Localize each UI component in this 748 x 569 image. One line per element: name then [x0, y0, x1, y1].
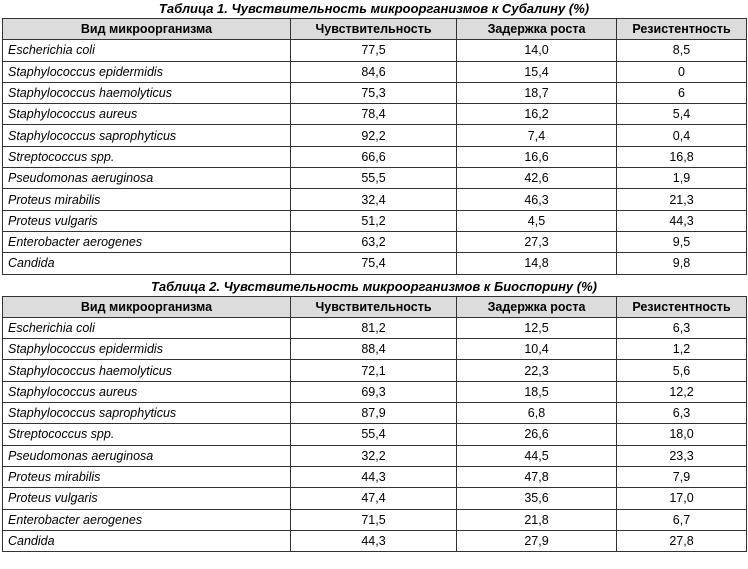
cell-species: Pseudomonas aeruginosa: [3, 168, 291, 189]
cell-sensitivity: 66,6: [291, 146, 457, 167]
table-row: [3, 253, 747, 274]
table-row: [3, 381, 747, 402]
table-row: [3, 210, 747, 231]
cell-growth-delay: 16,6: [457, 146, 617, 167]
cell-growth-delay: 26,6: [457, 424, 617, 445]
cell-sensitivity: 32,4: [291, 189, 457, 210]
cell-growth-delay: 42,6: [457, 168, 617, 189]
cell-sensitivity: 72,1: [291, 360, 457, 381]
table-row: [3, 146, 747, 167]
cell-sensitivity: 55,4: [291, 424, 457, 445]
cell-resistance: 5,6: [617, 360, 747, 381]
cell-species: Proteus mirabilis: [3, 466, 291, 487]
cell-growth-delay: 7,4: [457, 125, 617, 146]
column-header-resistance: Резистентность: [617, 296, 747, 317]
cell-species: Staphylococcus saprophyticus: [3, 125, 291, 146]
cell-species: Proteus vulgaris: [3, 488, 291, 509]
cell-species: Proteus mirabilis: [3, 189, 291, 210]
cell-growth-delay: 47,8: [457, 466, 617, 487]
cell-species: Staphylococcus saprophyticus: [3, 403, 291, 424]
cell-sensitivity: 75,4: [291, 253, 457, 274]
cell-resistance: 18,0: [617, 424, 747, 445]
cell-growth-delay: 44,5: [457, 445, 617, 466]
column-header-species: Вид микроорганизма: [3, 19, 291, 40]
table-row: [3, 339, 747, 360]
cell-growth-delay: 6,8: [457, 403, 617, 424]
table-row: [3, 231, 747, 252]
cell-resistance: 5,4: [617, 104, 747, 125]
table-1: [2, 18, 747, 275]
table-row: [3, 125, 747, 146]
cell-resistance: 9,8: [617, 253, 747, 274]
cell-species: Candida: [3, 253, 291, 274]
cell-growth-delay: 22,3: [457, 360, 617, 381]
cell-sensitivity: 44,3: [291, 530, 457, 551]
cell-growth-delay: 27,9: [457, 530, 617, 551]
cell-growth-delay: 10,4: [457, 339, 617, 360]
table-row: [3, 509, 747, 530]
cell-growth-delay: 18,7: [457, 82, 617, 103]
cell-species: Staphylococcus aureus: [3, 104, 291, 125]
table-2: [2, 296, 747, 553]
cell-resistance: 0: [617, 61, 747, 82]
table-row: [3, 445, 747, 466]
table-1-body: [3, 40, 747, 274]
cell-sensitivity: 77,5: [291, 40, 457, 61]
cell-resistance: 23,3: [617, 445, 747, 466]
cell-species: Pseudomonas aeruginosa: [3, 445, 291, 466]
table-row: [3, 40, 747, 61]
table-2-body: [3, 317, 747, 551]
cell-species: Streptococcus spp.: [3, 424, 291, 445]
cell-resistance: 6,3: [617, 403, 747, 424]
cell-resistance: 6: [617, 82, 747, 103]
cell-resistance: 44,3: [617, 210, 747, 231]
cell-growth-delay: 27,3: [457, 231, 617, 252]
cell-resistance: 1,9: [617, 168, 747, 189]
cell-growth-delay: 12,5: [457, 317, 617, 338]
table-row: [3, 403, 747, 424]
cell-growth-delay: 4,5: [457, 210, 617, 231]
cell-resistance: 6,7: [617, 509, 747, 530]
cell-sensitivity: 88,4: [291, 339, 457, 360]
column-header-species: Вид микроорганизма: [3, 296, 291, 317]
cell-sensitivity: 63,2: [291, 231, 457, 252]
table-row: [3, 466, 747, 487]
cell-resistance: 7,9: [617, 466, 747, 487]
cell-species: Enterobacter aerogenes: [3, 509, 291, 530]
table-row: [3, 317, 747, 338]
table-1-header-row: [3, 19, 747, 40]
cell-sensitivity: 44,3: [291, 466, 457, 487]
cell-species: Staphylococcus aureus: [3, 381, 291, 402]
cell-sensitivity: 81,2: [291, 317, 457, 338]
cell-species: Staphylococcus epidermidis: [3, 61, 291, 82]
table-row: [3, 189, 747, 210]
cell-growth-delay: 14,0: [457, 40, 617, 61]
cell-sensitivity: 78,4: [291, 104, 457, 125]
column-header-resistance: Резистентность: [617, 19, 747, 40]
cell-resistance: 8,5: [617, 40, 747, 61]
cell-species: Candida: [3, 530, 291, 551]
table-2-header-row: [3, 296, 747, 317]
table-row: [3, 104, 747, 125]
cell-growth-delay: 46,3: [457, 189, 617, 210]
table-row: [3, 82, 747, 103]
table-1-caption: Таблица 1. Чувствительность микроорганизмов к Субалину (%): [158, 1, 590, 16]
cell-resistance: 0,4: [617, 125, 747, 146]
cell-species: Escherichia coli: [3, 40, 291, 61]
cell-species: Staphylococcus haemolyticus: [3, 360, 291, 381]
cell-sensitivity: 71,5: [291, 509, 457, 530]
cell-resistance: 21,3: [617, 189, 747, 210]
cell-growth-delay: 35,6: [457, 488, 617, 509]
column-header-sensitivity: Чувствительность: [291, 19, 457, 40]
cell-sensitivity: 92,2: [291, 125, 457, 146]
table-row: [3, 488, 747, 509]
cell-sensitivity: 32,2: [291, 445, 457, 466]
column-header-growth-delay: Задержка роста: [457, 296, 617, 317]
column-header-sensitivity: Чувствительность: [291, 296, 457, 317]
table-row: [3, 530, 747, 551]
cell-growth-delay: 15,4: [457, 61, 617, 82]
cell-resistance: 16,8: [617, 146, 747, 167]
cell-sensitivity: 75,3: [291, 82, 457, 103]
cell-resistance: 12,2: [617, 381, 747, 402]
table-2-caption: Таблица 2. Чувствительность микроорганизмов к Биоспорину (%): [150, 278, 597, 294]
cell-resistance: 9,5: [617, 231, 747, 252]
column-header-growth-delay: Задержка роста: [457, 19, 617, 40]
table-row: [3, 168, 747, 189]
cell-growth-delay: 21,8: [457, 509, 617, 530]
cell-sensitivity: 47,4: [291, 488, 457, 509]
cell-growth-delay: 14,8: [457, 253, 617, 274]
cell-species: Staphylococcus epidermidis: [3, 339, 291, 360]
cell-species: Escherichia coli: [3, 317, 291, 338]
table-row: [3, 360, 747, 381]
cell-sensitivity: 87,9: [291, 403, 457, 424]
cell-sensitivity: 69,3: [291, 381, 457, 402]
table-row: [3, 61, 747, 82]
table-row: [3, 424, 747, 445]
cell-resistance: 6,3: [617, 317, 747, 338]
cell-growth-delay: 18,5: [457, 381, 617, 402]
cell-species: Proteus vulgaris: [3, 210, 291, 231]
cell-growth-delay: 16,2: [457, 104, 617, 125]
cell-resistance: 17,0: [617, 488, 747, 509]
cell-species: Enterobacter aerogenes: [3, 231, 291, 252]
cell-sensitivity: 55,5: [291, 168, 457, 189]
cell-resistance: 1,2: [617, 339, 747, 360]
cell-species: Streptococcus spp.: [3, 146, 291, 167]
cell-resistance: 27,8: [617, 530, 747, 551]
cell-sensitivity: 84,6: [291, 61, 457, 82]
cell-sensitivity: 51,2: [291, 210, 457, 231]
cell-species: Staphylococcus haemolyticus: [3, 82, 291, 103]
